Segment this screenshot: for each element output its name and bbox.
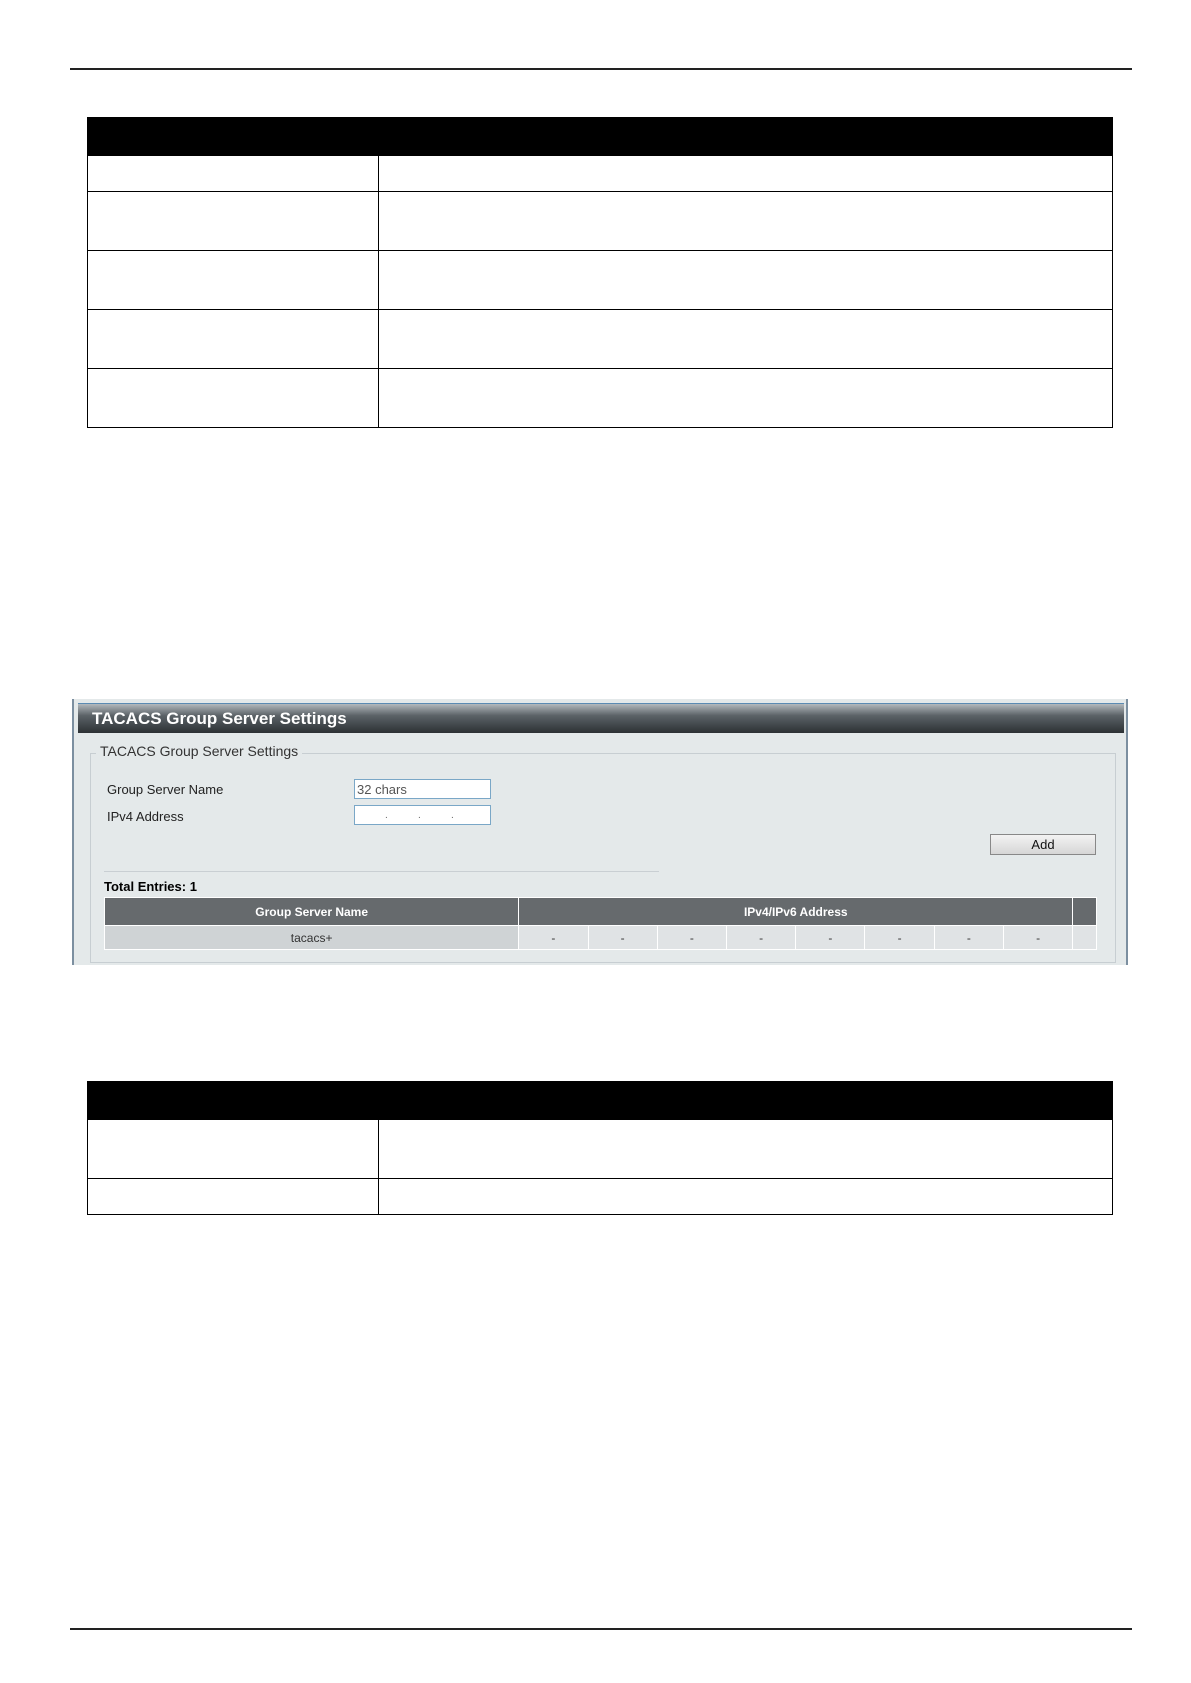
group-server-name-label: Group Server Name	[107, 782, 224, 797]
table-row	[88, 1179, 1113, 1215]
fieldset-legend: TACACS Group Server Settings	[96, 743, 302, 759]
panel-title: TACACS Group Server Settings	[92, 709, 347, 728]
group-server-name-input[interactable]	[354, 779, 491, 799]
ip-separator: .	[418, 810, 421, 821]
table-row	[88, 192, 1113, 251]
ipv4-address-input[interactable]	[354, 805, 491, 825]
table-row	[88, 310, 1113, 369]
cell-address: -	[588, 926, 657, 950]
parameter-table-1	[87, 117, 1113, 428]
table-row[interactable]	[105, 926, 1097, 950]
table-header	[88, 1082, 379, 1120]
panel-title-bar	[78, 703, 1124, 733]
column-header-blank	[1073, 898, 1097, 926]
column-header-address: IPv4/IPv6 Address	[519, 898, 1073, 926]
tacacs-group-server-panel	[72, 699, 1128, 965]
cell-address: -	[519, 926, 588, 950]
cell-blank	[1073, 926, 1097, 950]
cell-address: -	[796, 926, 865, 950]
add-button[interactable]: Add	[990, 834, 1096, 855]
cell-address: -	[657, 926, 726, 950]
table-row	[88, 156, 1113, 192]
ip-separator: .	[451, 810, 454, 821]
divider	[104, 871, 659, 872]
cell-address: -	[934, 926, 1003, 950]
cell-group-server-name: tacacs+	[105, 926, 519, 950]
ipv4-address-label: IPv4 Address	[107, 809, 184, 824]
table-row	[88, 251, 1113, 310]
ip-separator: .	[385, 810, 388, 821]
table-header	[379, 1082, 1113, 1120]
group-server-table	[104, 897, 1097, 950]
footer-rule	[70, 1628, 1132, 1630]
cell-address: -	[727, 926, 796, 950]
cell-address: -	[1003, 926, 1072, 950]
table-header	[88, 118, 379, 156]
table-row	[88, 1120, 1113, 1179]
header-rule	[70, 68, 1132, 70]
table-header	[379, 118, 1113, 156]
cell-address: -	[865, 926, 934, 950]
parameter-table-2	[87, 1081, 1113, 1215]
total-entries: Total Entries: 1	[104, 879, 197, 894]
table-row	[88, 369, 1113, 428]
column-header-group-server-name: Group Server Name	[105, 898, 519, 926]
